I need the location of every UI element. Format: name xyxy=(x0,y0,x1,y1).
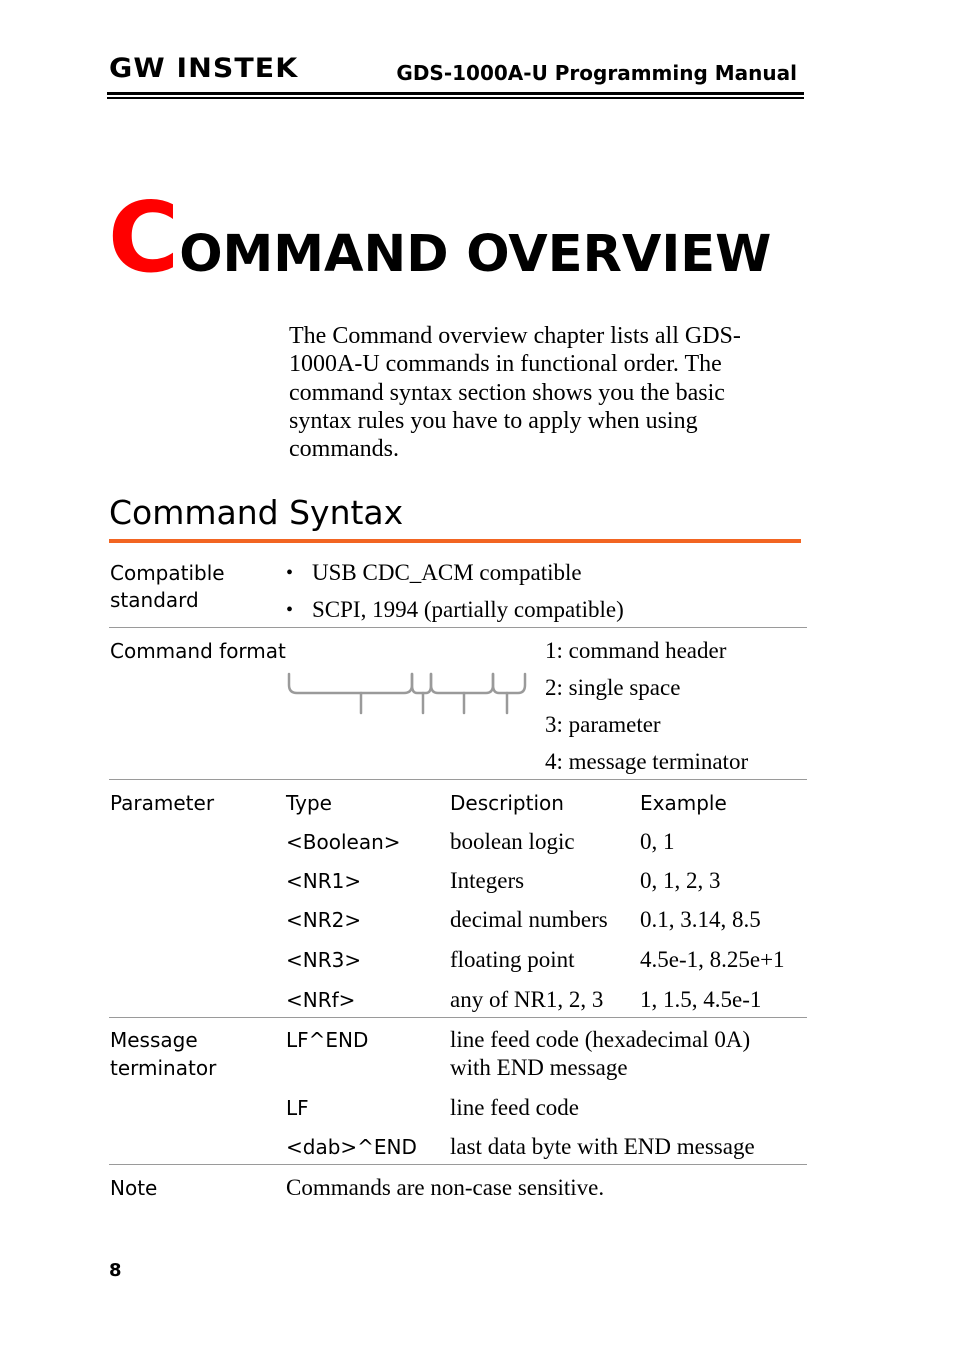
compatible-standard-item: SCPI, 1994 (partially compatible) xyxy=(312,597,624,622)
parameter-type: <NR1> xyxy=(286,869,362,893)
parameter-type: <NRf> xyxy=(286,988,356,1012)
terminator-code: LF^END xyxy=(286,1028,369,1052)
gw-instek-logo: GW INSTEK xyxy=(109,53,299,84)
row-divider xyxy=(109,1017,807,1018)
parameter-description: boolean logic xyxy=(450,829,575,854)
command-format-legend-item: 2: single space xyxy=(545,675,681,700)
chapter-title xyxy=(108,181,772,305)
command-format-diagram xyxy=(286,672,532,718)
compatible-standard-label-line2: standard xyxy=(110,588,199,612)
header-rule xyxy=(107,92,804,95)
parameter-header-example: Example xyxy=(640,791,727,815)
parameter-description: floating point xyxy=(450,947,575,972)
compatible-standard-label-line1: Compatible xyxy=(110,561,225,585)
parameter-label: Parameter xyxy=(110,791,215,815)
parameter-description: decimal numbers xyxy=(450,907,608,932)
terminator-description: line feed code (hexadecimal 0A) xyxy=(450,1027,751,1052)
parameter-example: 4.5e-1, 8.25e+1 xyxy=(640,947,785,972)
terminator-description: line feed code xyxy=(450,1095,579,1120)
note-label: Note xyxy=(110,1176,158,1200)
terminator-description-cont: with END message xyxy=(450,1055,628,1080)
note-text: Commands are non-case sensitive. xyxy=(286,1175,605,1200)
header-rule-thin xyxy=(107,97,804,99)
bullet-icon: • xyxy=(286,599,294,621)
row-divider xyxy=(109,627,807,628)
parameter-header-description: Description xyxy=(450,791,564,815)
parameter-description: any of NR1, 2, 3 xyxy=(450,987,604,1012)
parameter-header-type: Type xyxy=(286,791,332,815)
terminator-code: <dab>^END xyxy=(286,1135,417,1159)
page-number: 8 xyxy=(109,1260,122,1281)
section-rule xyxy=(109,539,801,543)
parameter-example: 0, 1 xyxy=(640,829,675,854)
parameter-type: <NR2> xyxy=(286,908,362,932)
parameter-example: 0, 1, 2, 3 xyxy=(640,868,721,893)
section-title: Command Syntax xyxy=(109,493,404,532)
parameter-example: 0.1, 3.14, 8.5 xyxy=(640,907,761,932)
command-format-legend-item: 1: command header xyxy=(545,638,727,663)
command-format-label: Command format xyxy=(110,639,286,663)
terminator-bracket xyxy=(493,674,525,693)
parameter-type: <Boolean> xyxy=(286,830,401,854)
command-header-bracket xyxy=(289,674,412,693)
command-format-legend-item: 3: parameter xyxy=(545,712,661,737)
command-format-legend-item: 4: message terminator xyxy=(545,749,749,774)
row-divider xyxy=(109,1164,807,1165)
compatible-standard-item: USB CDC_ACM compatible xyxy=(312,560,582,585)
terminator-description: last data byte with END message xyxy=(450,1134,755,1159)
bullet-icon: • xyxy=(286,562,294,584)
space-bracket-1 xyxy=(412,674,431,693)
message-terminator-label-line2: terminator xyxy=(110,1056,217,1080)
chapter-title-rest: OMMAND OVERVIEW xyxy=(179,225,772,284)
parameter-bracket xyxy=(431,674,493,693)
document-title: GDS-1000A-U Programming Manual xyxy=(396,61,797,85)
chapter-initial: C xyxy=(108,181,180,294)
terminator-code: LF xyxy=(286,1096,309,1120)
chapter-intro: The Command overview chapter lists all GDS-1000A-U commands in functional order. The command syntax section shows you the basic syntax rules you have to apply when using commands. xyxy=(289,323,741,463)
parameter-example: 1, 1.5, 4.5e-1 xyxy=(640,987,762,1012)
message-terminator-label-line1: Message xyxy=(110,1028,198,1052)
parameter-type: <NR3> xyxy=(286,948,362,972)
row-divider xyxy=(109,779,807,780)
parameter-description: Integers xyxy=(450,868,525,893)
